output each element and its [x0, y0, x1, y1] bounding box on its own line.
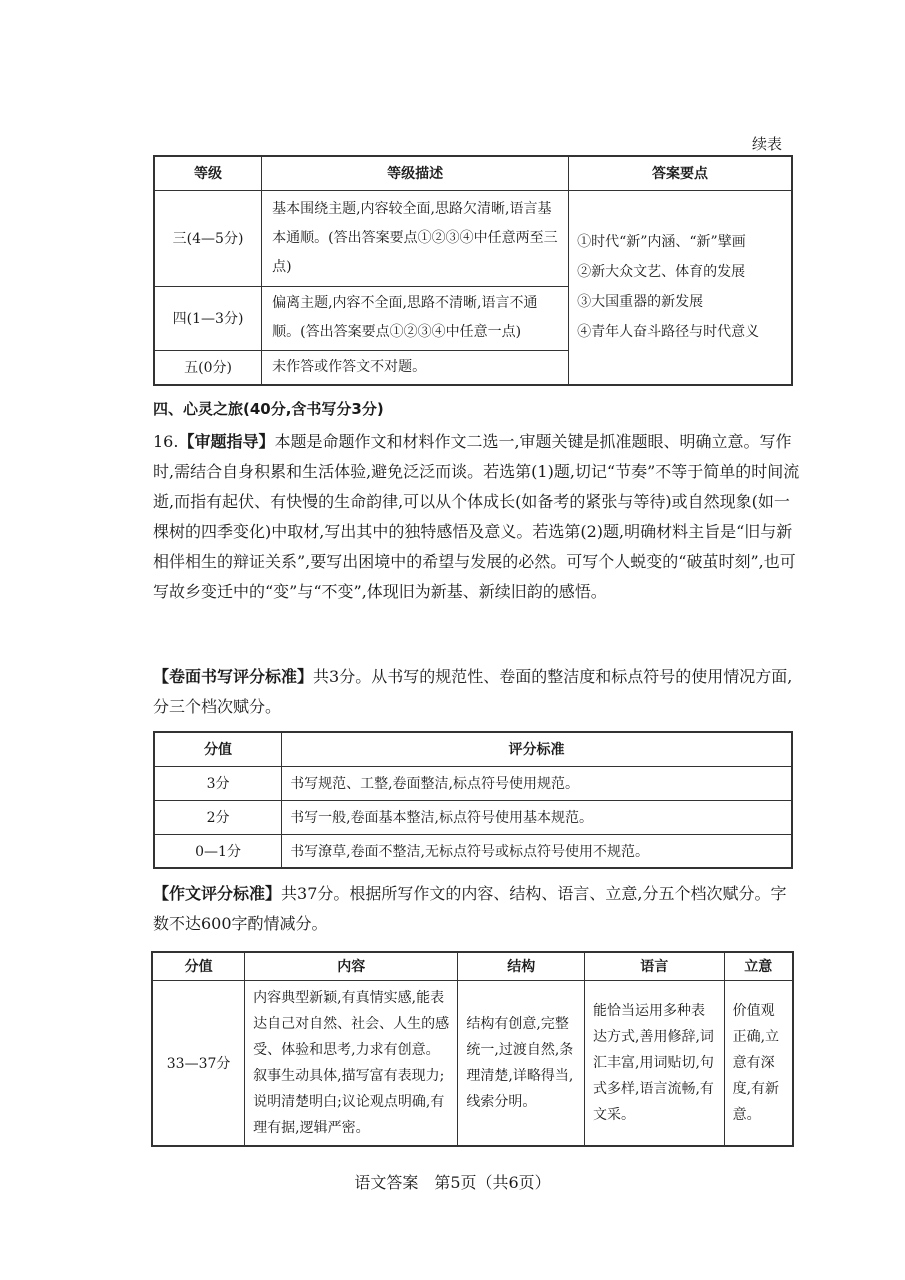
question-number: 16. [153, 432, 179, 451]
score-cell: 2分 [154, 800, 282, 834]
page-footer: 语文答案 第5页（共6页） [354, 1173, 551, 1192]
score-cell: 0—1分 [154, 834, 282, 868]
score-cell: 3分 [154, 766, 282, 800]
grading-level-table [153, 155, 793, 386]
essay-text: 共37分。根据所写作文的内容、结构、语言、立意,分五个档次赋分。字数不达600字酌情减分。 [153, 884, 787, 933]
level-cell: 三(4—5分) [154, 190, 262, 286]
col-header-points: 答案要点 [569, 156, 792, 190]
answer-points-cell [569, 190, 792, 385]
col-header-standard: 评分标准 [282, 732, 792, 766]
language-cell: 能恰当运用多种表达方式,善用修辞,词汇丰富,用词贴切,句式多样,语言流畅,有文采。 [585, 980, 725, 1146]
col-header-score: 分值 [152, 952, 245, 980]
score-cell: 33—37分 [152, 980, 245, 1146]
desc-cell: 基本围绕主题,内容较全面,思路欠清晰,语言基本通顺。(答出答案要点①②③④中任意两至三点) [262, 190, 569, 286]
essay-standard-paragraph [153, 879, 801, 939]
essay-tag: 【作文评分标准】 [153, 884, 282, 903]
section-title: 四、心灵之旅(40分,含书写分3分) [153, 400, 384, 418]
level-cell: 五(0分) [154, 350, 262, 385]
level-cell: 四(1—3分) [154, 286, 262, 350]
col-header-theme: 立意 [724, 952, 793, 980]
desc-cell: 未作答或作答文不对题。 [262, 350, 569, 385]
col-header-level: 等级 [154, 156, 262, 190]
col-header-content: 内容 [245, 952, 458, 980]
continued-label: 续表 [752, 135, 783, 153]
handwriting-text: 共3分。从书写的规范性、卷面的整洁度和标点符号的使用情况方面,分三个档次赋分。 [153, 667, 793, 716]
question-16-paragraph [153, 427, 801, 607]
answer-point: ①时代“新”内涵、“新”擘画 [577, 234, 746, 250]
handwriting-paragraph [153, 662, 801, 722]
standard-cell: 书写规范、工整,卷面整洁,标点符号使用规范。 [282, 766, 792, 800]
col-header-desc: 等级描述 [262, 156, 569, 190]
content-cell: 内容典型新颖,有真情实感,能表达自己对自然、社会、人生的感受、体验和思考,力求有创意。叙事生动具体,描写富有表现力;说明清楚明白;议论观点明确,有理有据,逻辑严密。 [245, 980, 458, 1146]
review-guide-text: 本题是命题作文和材料作文二选一,审题关键是抓准题眼、明确立意。写作时,需结合自身积累和生活体验,避免泛泛而谈。若选第(1)题,切记“节奏”不等于简单的时间流逝,而指有起伏、有快慢的生命韵律,可以从个体成长(如备考的紧张与等待)或自然现象(如一棵树的四季变化)中取材,写出其中的独特感悟及意义。若选第(2)题,明确材料主旨是“旧与新相伴相生的辩证关系”,要写出困境中的希望与发展的必然。可写个人蜕变的“破茧时刻”,也可写故乡变迁中的“变”与“不变”,体现旧为新基、新续旧韵的感悟。 [153, 432, 800, 601]
answer-point: ③大国重器的新发展 [577, 294, 704, 310]
review-guide-tag: 【审题指导】 [178, 432, 275, 451]
handwriting-score-table [153, 731, 793, 869]
col-header-structure: 结构 [458, 952, 585, 980]
col-header-score: 分值 [154, 732, 282, 766]
standard-cell: 书写一般,卷面基本整洁,标点符号使用基本规范。 [282, 800, 792, 834]
desc-cell: 偏离主题,内容不全面,思路不清晰,语言不通顺。(答出答案要点①②③④中任意一点) [262, 286, 569, 350]
answer-point: ④青年人奋斗路径与时代意义 [577, 324, 760, 340]
essay-score-table [151, 951, 794, 1147]
handwriting-tag: 【卷面书写评分标准】 [153, 667, 314, 686]
answer-point: ②新大众文艺、体育的发展 [577, 264, 746, 280]
col-header-language: 语言 [585, 952, 725, 980]
theme-cell: 价值观正确,立意有深度,有新意。 [724, 980, 793, 1146]
structure-cell: 结构有创意,完整统一,过渡自然,条理清楚,详略得当,线索分明。 [458, 980, 585, 1146]
standard-cell: 书写潦草,卷面不整洁,无标点符号或标点符号使用不规范。 [282, 834, 792, 868]
